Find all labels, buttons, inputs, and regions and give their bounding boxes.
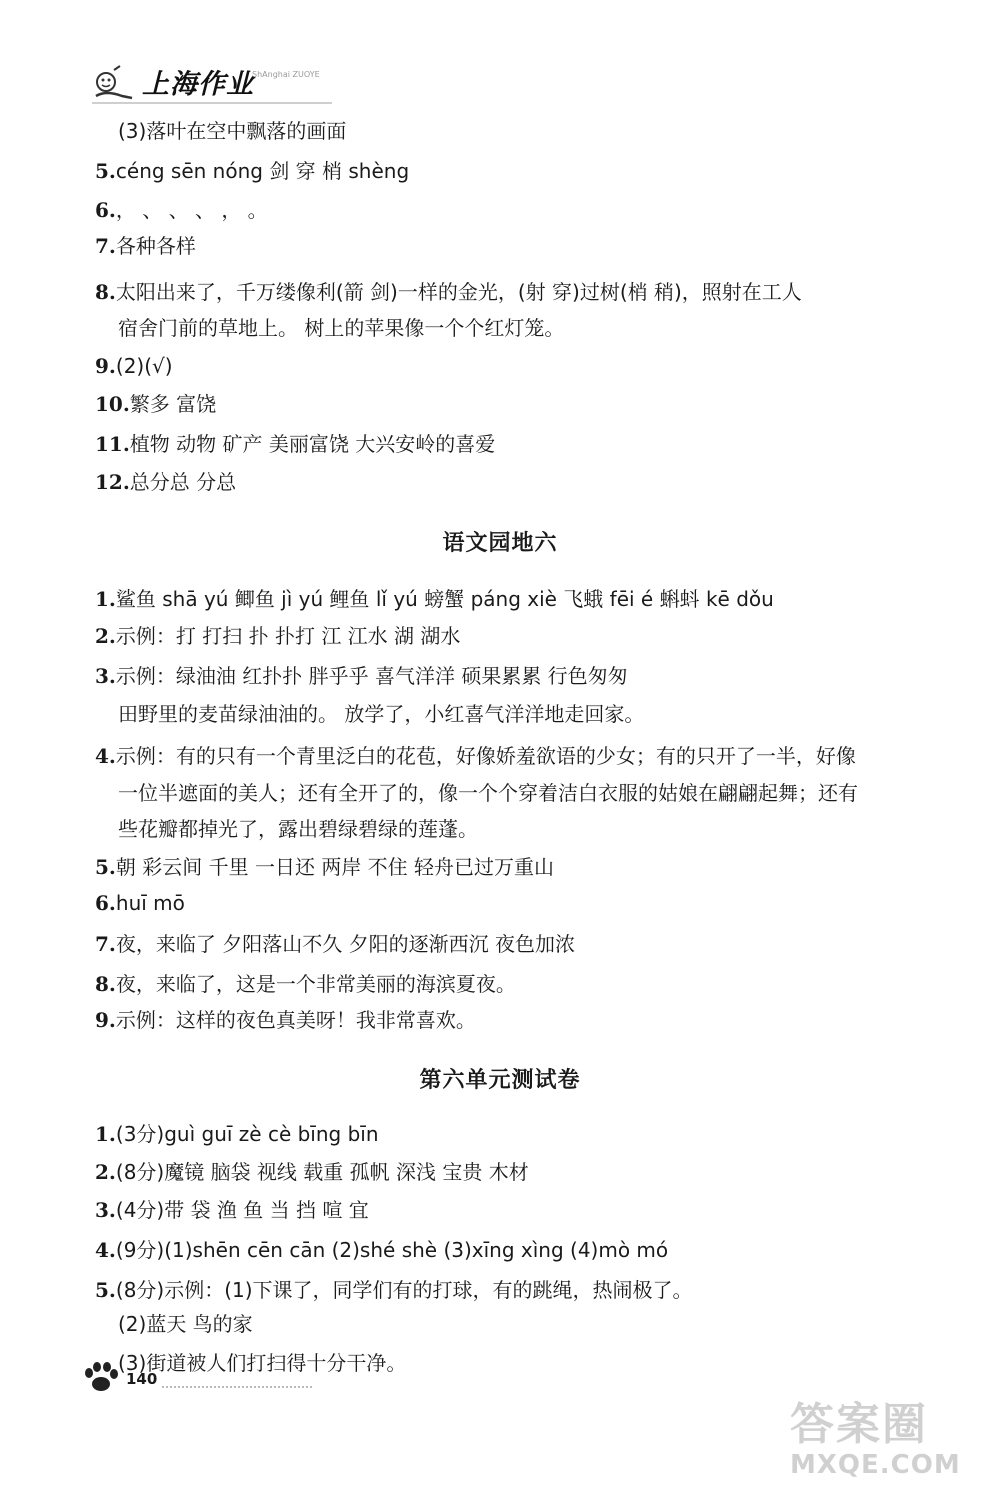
answer-line: 6.， 、 、 、 ， 。 [95,198,268,222]
watermark-url: MXQE.COM [790,1450,961,1480]
answer-line: 7.各种各样 [95,234,196,258]
answer-line: 2.示例：打 打扫 扑 扑打 江 江水 湖 湖水 [95,624,461,648]
page-footer [82,1360,282,1396]
answer-line: 田野里的麦苗绿油油的。 放学了，小红喜气洋洋地走回家。 [118,702,645,726]
answer-line: 9.(2)(√) [95,354,173,378]
answer-line: 宿舍门前的草地上。 树上的苹果像一个个红灯笼。 [118,316,565,340]
answer-line: 3.(4分)带 袋 渔 鱼 当 挡 喧 宜 [95,1198,369,1222]
answer-line: 8.太阳出来了，千万缕像利(箭 剑)一样的金光，(射 穿)过树(梢 稍)，照射在工人 [95,280,802,304]
mascot-logo-icon [92,64,136,102]
answer-line: 5.朝 彩云间 千里 一日还 两岸 不住 轻舟已过万重山 [95,855,555,879]
answer-line: 7.夜，来临了 夕阳落山不久 夕阳的逐渐西沉 夜色加浓 [95,932,575,956]
series-title: 上海作业 [142,69,254,100]
answer-line: 一位半遮面的美人；还有全开了的，像一个个穿着洁白衣服的姑娘在翩翩起舞；还有 [118,781,858,805]
answer-line: (2)蓝天 鸟的家 [118,1312,253,1336]
watermark-logo-text: 答案圈 [790,1399,928,1450]
page-header [92,58,332,108]
answer-line: 些花瓣都掉光了，露出碧绿碧绿的莲蓬。 [118,817,478,841]
answer-line: 5.céng sēn nóng 剑 穿 梢 shèng [95,159,410,183]
answer-line: (3)落叶在空中飘落的画面 [118,119,347,143]
series-subtitle: ShAnghai ZUOYE [252,70,320,79]
footer-divider [162,1386,312,1388]
answer-line: 8.夜，来临了，这是一个非常美丽的海滨夏夜。 [95,972,516,996]
answer-line: 4.示例：有的只有一个青里泛白的花苞，好像娇羞欲语的少女；有的只开了一半，好像 [95,744,856,768]
header-rule [92,102,332,104]
answer-line: 12.总分总 分总 [95,470,237,494]
page-number: 140 [126,1370,158,1388]
answer-line: 5.(8分)示例：(1)下课了，同学们有的打球，有的跳绳，热闹极了。 [95,1278,693,1302]
section-title: 第六单元测试卷 [419,1068,581,1093]
answer-line: 1.(3分)guì guī zè cè bīng bīn [95,1122,379,1146]
section-title: 语文园地六 [442,531,558,556]
answer-line: 1.鲨鱼 shā yú 鲫鱼 jì yú 鲤鱼 lǐ yú 螃蟹 páng xiè 飞蛾 fēi é 蝌蚪 kē dǒu [95,587,774,611]
answer-line: 11.植物 动物 矿产 美丽富饶 大兴安岭的喜爱 [95,432,496,456]
answer-line: 4.(9分)(1)shēn cēn cān (2)shé shè (3)xīng xìng (4)mò mó [95,1238,669,1262]
paw-print-icon [82,1360,120,1394]
answer-line: (3)街道被人们打扫得十分干净。 [118,1351,407,1375]
answer-line: 6.huī mō [95,891,185,915]
answer-line: 9.示例：这样的夜色真美呀！我非常喜欢。 [95,1008,476,1032]
answer-line: 2.(8分)魔镜 脑袋 视线 载重 孤帆 深浅 宝贵 木材 [95,1160,529,1184]
answer-line: 10.繁多 富饶 [95,392,217,416]
answer-line: 3.示例：绿油油 红扑扑 胖乎乎 喜气洋洋 硕果累累 行色匆匆 [95,664,628,688]
watermark [790,1400,995,1494]
